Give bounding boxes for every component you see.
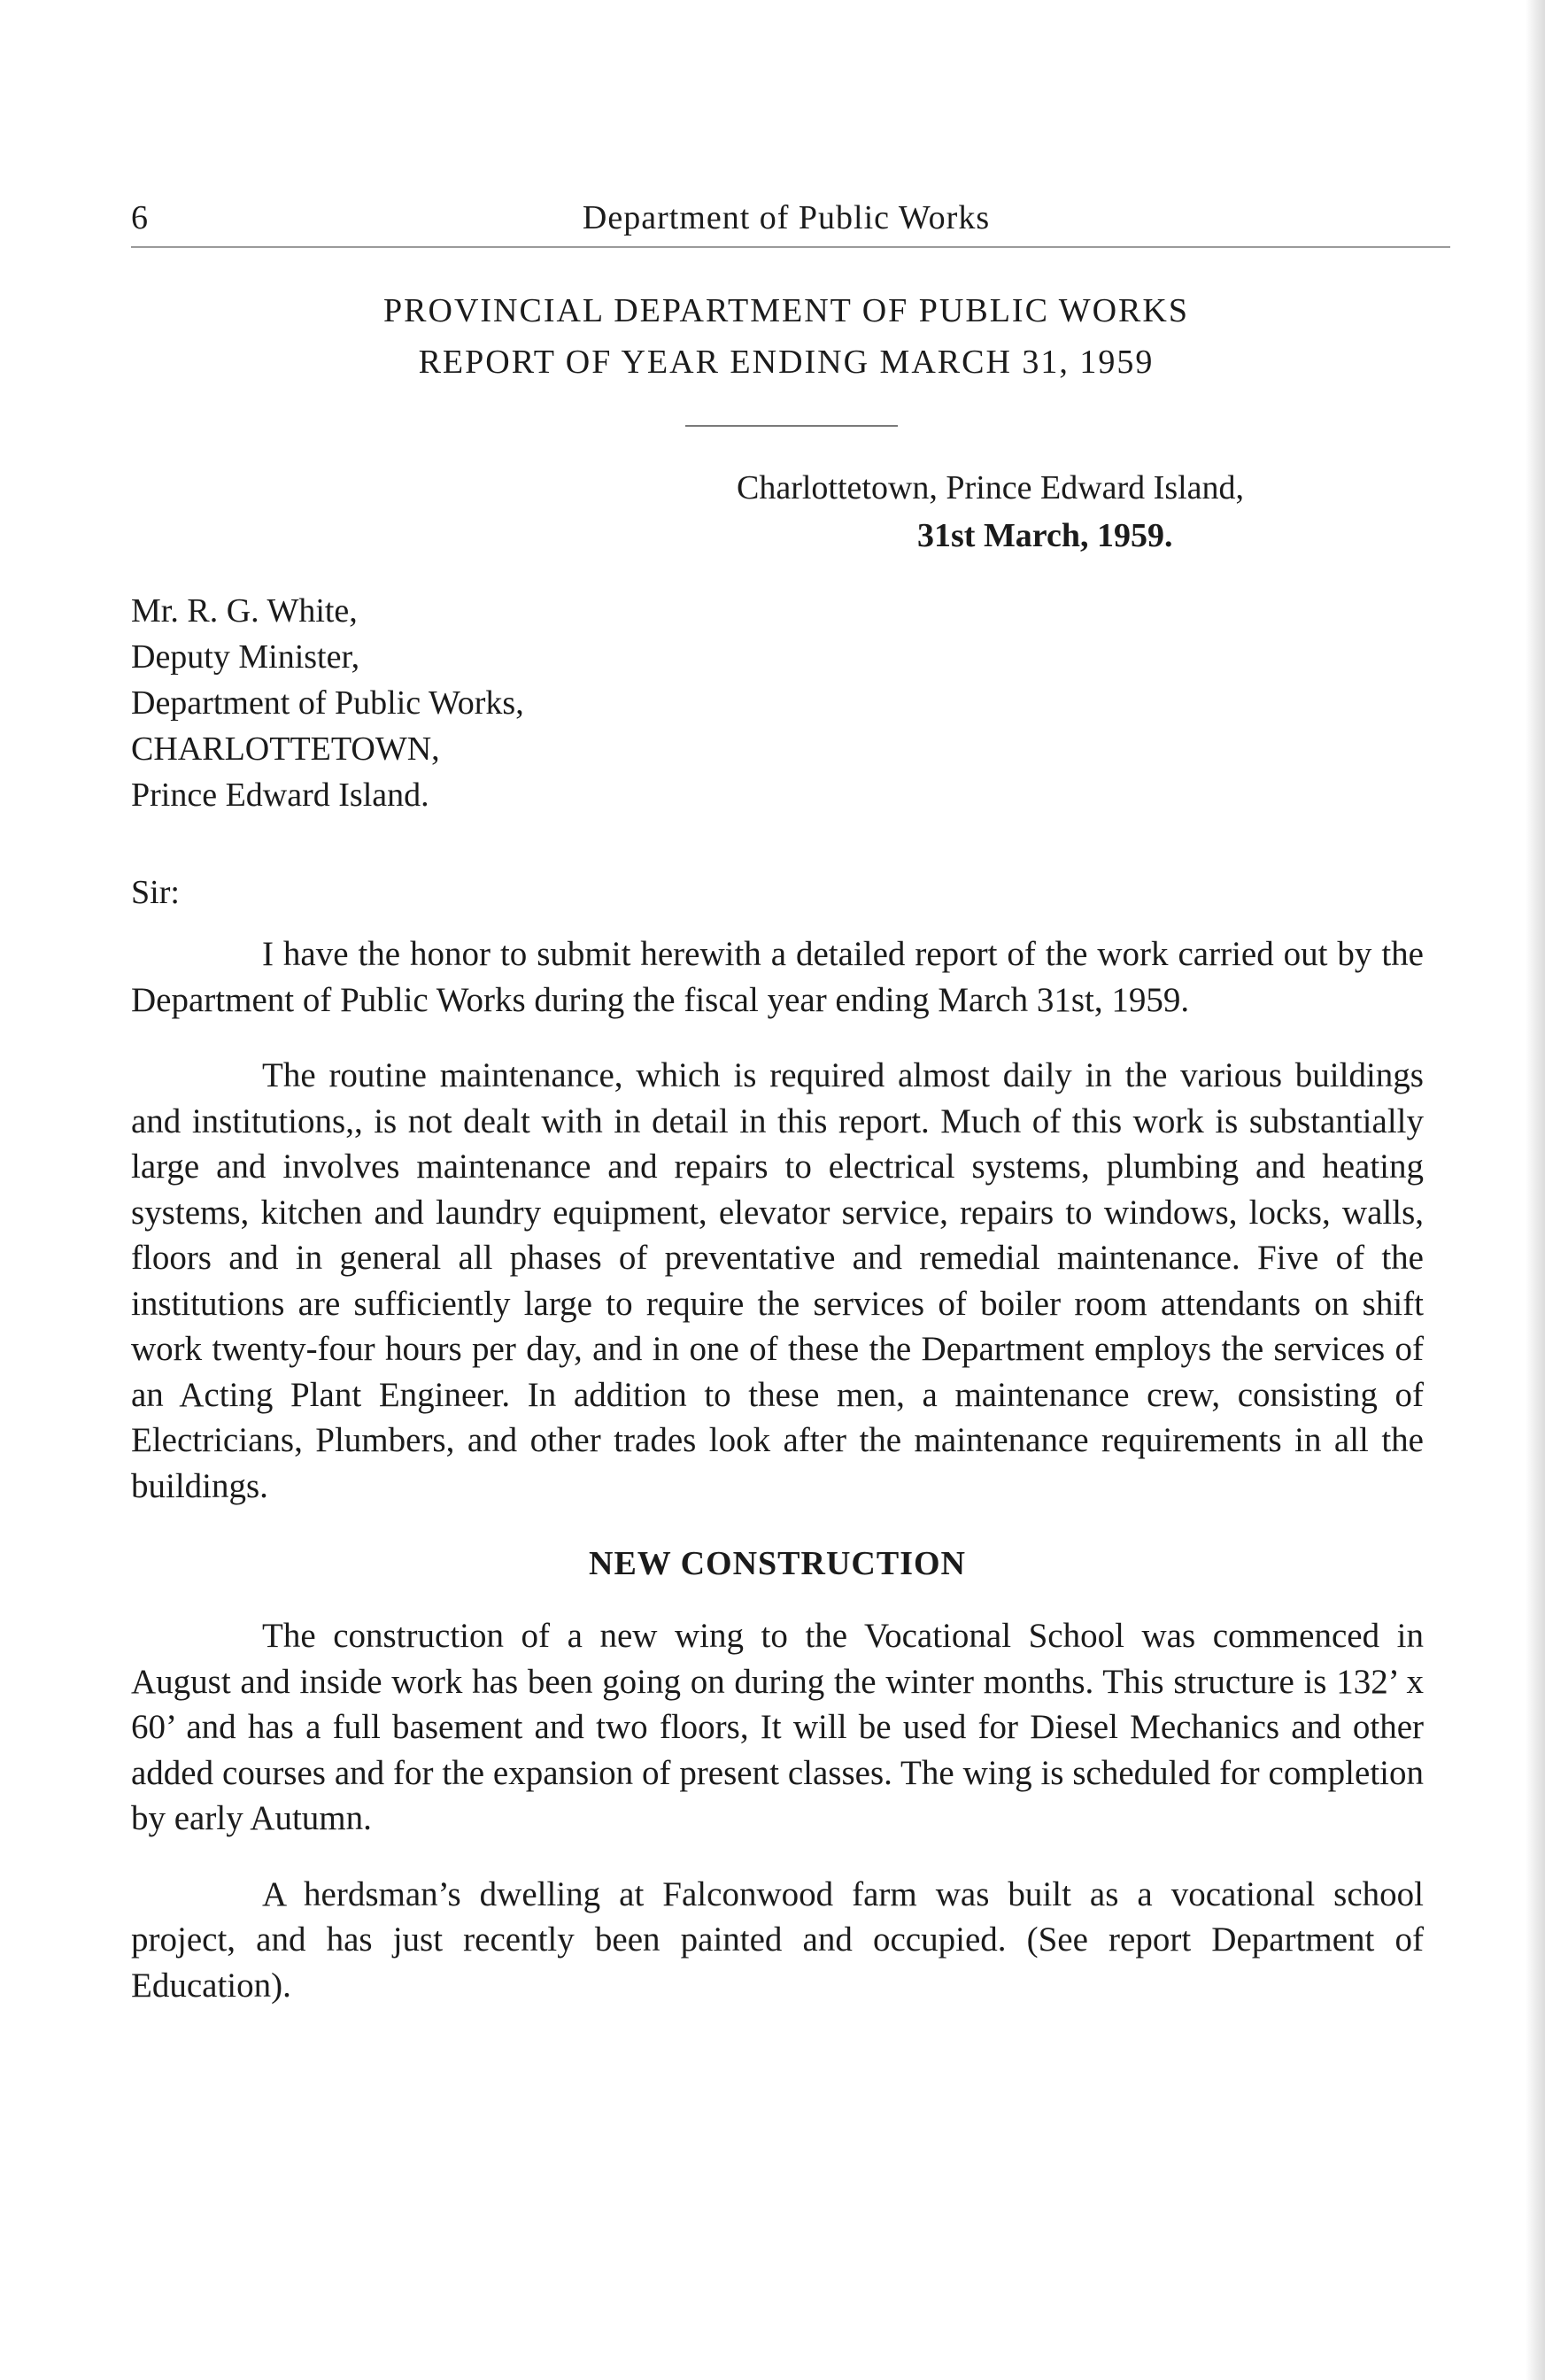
- section-heading: NEW CONSTRUCTION: [589, 1545, 966, 1582]
- report-heading: [131, 285, 1441, 388]
- body-paragraph: The construction of a new wing to the Vocational School was commenced in August and inside work has been going on during the winter months. This structure is 132’ x 60’ and has a full basement and two floors, It will be used for Diesel Mechanics and other added courses and for the expansion of present classes. The wing is scheduled for completion by early Autumn.: [131, 1617, 1424, 1837]
- addressee-line: Deputy Minister,: [131, 638, 360, 676]
- report-heading-line-1: PROVINCIAL DEPARTMENT OF PUBLIC WORKS: [383, 292, 1189, 329]
- header-rule: [131, 246, 1450, 248]
- salutation: Sir:: [131, 874, 180, 911]
- addressee-line: Prince Edward Island.: [131, 777, 429, 814]
- addressee-line: CHARLOTTETOWN,: [131, 730, 440, 768]
- addressee-block: [131, 588, 524, 818]
- page-number: 6: [131, 199, 148, 236]
- addressee-line: Mr. R. G. White,: [131, 592, 358, 630]
- dateline: [691, 464, 1452, 560]
- heading-divider: [685, 425, 898, 427]
- body-paragraph: I have the honor to submit herewith a detailed report of the work carried out by the Department of Public Works during the fiscal year ending March 31st, 1959.: [131, 935, 1424, 1019]
- addressee-line: Department of Public Works,: [131, 684, 524, 722]
- running-head: [131, 193, 1441, 243]
- letter-body: [131, 931, 1424, 2038]
- body-paragraph: The routine maintenance, which is required almost daily in the various buildings and institutions,, is not dealt with in detail in this report. Much of this work is substantially large and involves maintenance and repairs to electrical systems, plumbing and heating systems, kitchen and laundry equipment, elevator service, repairs to windows, locks, walls, floors and in general all phases of preventative and remedial maintenance. Five of the institutions are sufficiently large to require the services of boiler room attendants on shift work twenty-four hours per day, and in one of these the Department employs the services of an Acting Plant Engineer. In addition to these men, a maintenance crew, consisting of Electricians, Plumbers, and other trades look after the maintenance requirements in all the buildings.: [131, 1056, 1424, 1505]
- dateline-date: 31st March, 1959.: [917, 517, 1173, 554]
- running-title: Department of Public Works: [582, 199, 991, 236]
- body-paragraph: A herdsman’s dwelling at Falconwood farm was built as a vocational school project, and has just recently been painted and occupied. (See report Department of Education).: [131, 1874, 1424, 2005]
- page-edge-shadow: [1526, 0, 1545, 2380]
- report-heading-line-2: REPORT OF YEAR ENDING MARCH 31, 1959: [418, 344, 1155, 381]
- dateline-place: Charlottetown, Prince Edward Island,: [737, 469, 1245, 506]
